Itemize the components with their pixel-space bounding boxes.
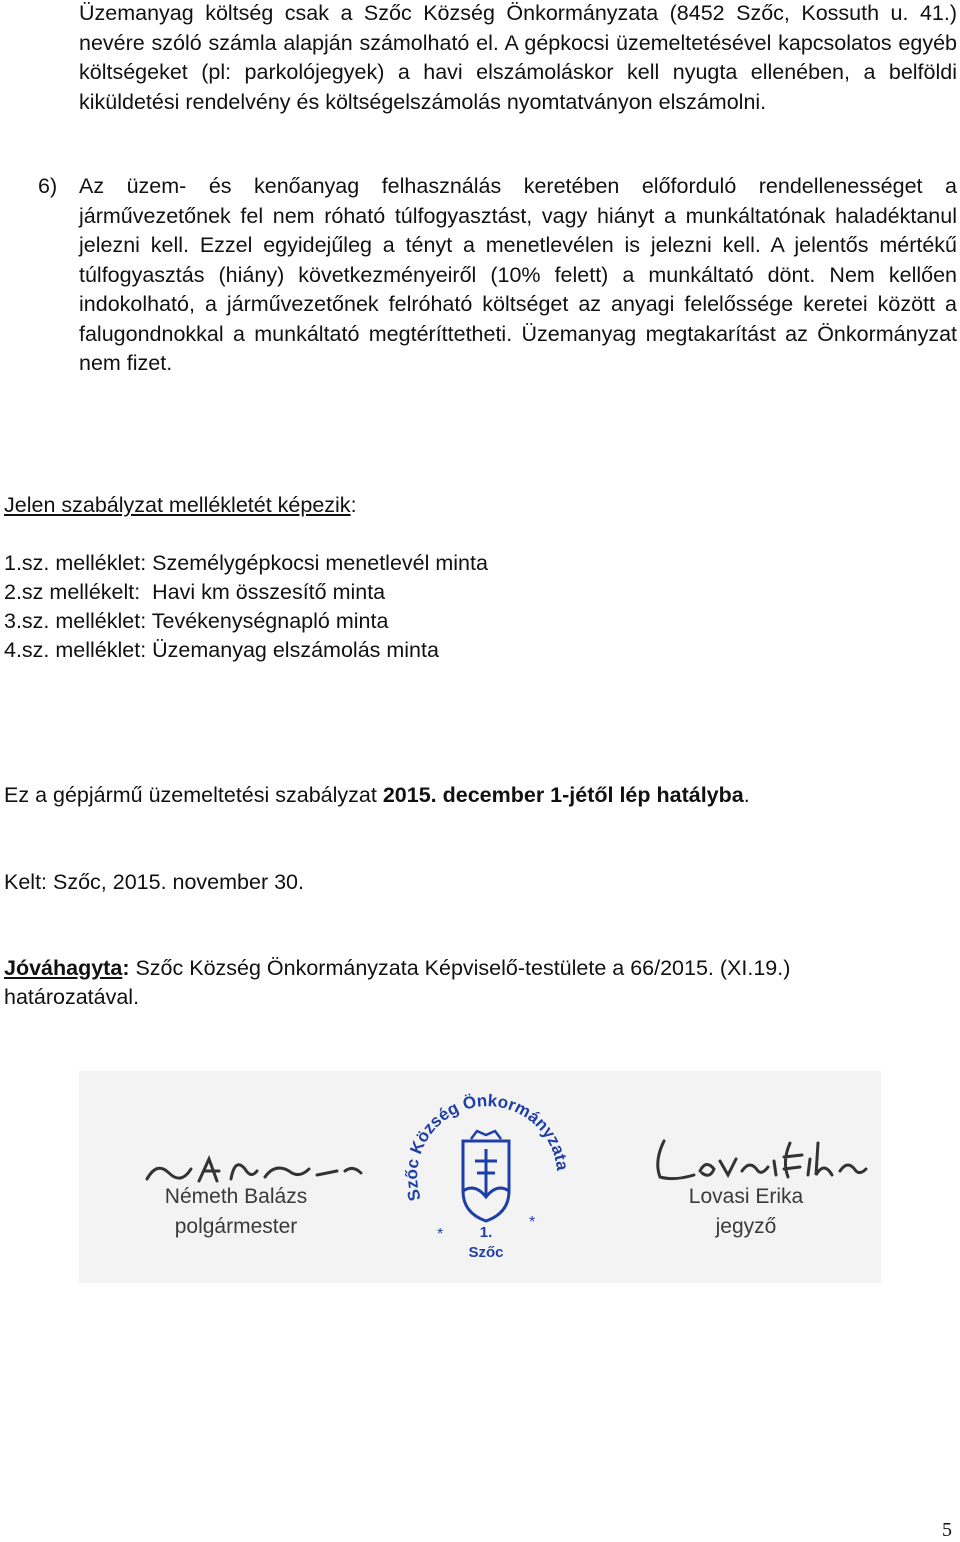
attachment-item: 1.sz. melléklet: Személygépkocsi menetlevél minta bbox=[4, 551, 488, 575]
approval-line bbox=[4, 956, 790, 981]
paragraph-number: 6) bbox=[38, 174, 58, 198]
effective-date-statement bbox=[4, 783, 750, 808]
notary-signature bbox=[634, 1131, 874, 1191]
approved-label: Jóváhagyta bbox=[4, 956, 123, 980]
effective-date: 2015. december 1-jétől lép hatályba bbox=[382, 783, 744, 807]
seal-town: Szőc bbox=[468, 1244, 504, 1261]
attachment-item: 2.sz mellékelt: Havi km összesítő minta bbox=[4, 580, 386, 604]
approval-line-2: határozatával. bbox=[4, 985, 140, 1009]
seal-star-icon: * bbox=[437, 1226, 444, 1243]
mayor-title: polgármester bbox=[174, 1215, 298, 1238]
page-number: 5 bbox=[942, 1519, 952, 1541]
paragraph-6-text: Az üzem- és kenőanyag felhasználás keretében előforduló rendellenességet a járművezetőnek fel nem róható túlfogyasztást, vagy hiányt a munkáltatónak haladéktanul jelezni kell. Ezzel egyidejűleg a tényt a menetlevélen is jelezni kell. A jelentős mértékű túlfogyasztás (hiány) következményeiről (10% felett) a munkáltató dönt. Nem kellően indokolható, a járművezetőnek felróható költséget az anyagi felelőssége keretei között a falugondnokkal a munkáltató megtéríttetheti. Üzemanyag megtakarítást az Önkormányzat nem fizet. bbox=[79, 174, 957, 375]
attachment-item: 3.sz. melléklet: Tevékenységnapló minta bbox=[4, 609, 389, 633]
seal-text: Szőc Község Önkormányzata bbox=[402, 1091, 572, 1203]
attachments-heading-text: Jelen szabályzat mellékletét képezik bbox=[4, 493, 351, 517]
attachments-heading bbox=[4, 493, 357, 518]
municipal-seal bbox=[391, 1079, 581, 1269]
effective-suffix: . bbox=[743, 783, 750, 807]
mayor-name: Németh Balázs bbox=[164, 1185, 308, 1208]
seal-star-icon: * bbox=[529, 1214, 536, 1231]
crown-icon bbox=[471, 1131, 501, 1139]
effective-prefix: Ez a gépjármű üzemeltetési szabályzat bbox=[4, 783, 383, 807]
notary-title: jegyző bbox=[715, 1215, 777, 1238]
paragraph-6 bbox=[38, 172, 957, 379]
dated-line: Kelt: Szőc, 2015. november 30. bbox=[4, 870, 304, 894]
attachments-heading-colon: : bbox=[350, 493, 357, 517]
attachment-item: 4.sz. melléklet: Üzemanyag elszámolás minta bbox=[4, 638, 439, 662]
signature-block bbox=[79, 1071, 881, 1283]
paragraph-5: Üzemanyag költség csak a Szőc Község Önkormányzata (8452 Szőc, Kossuth u. 41.) nevére szóló számla alapján számolható el. A gépkocsi üzemeltetésével kapcsolatos egyéb költségeket (pl: parkolójegyek) a havi elszámoláskor kell nyugta ellenében, a belföldi kiküldetési rendelvény és költségelszámolás nyomtatványon elszámolni. bbox=[79, 1, 957, 114]
approved-text: Szőc Község Önkormányzata Képviselő-testülete a 66/2015. (XI.19.) bbox=[129, 956, 791, 980]
seal-number: 1. bbox=[479, 1224, 493, 1241]
approved-colon: : bbox=[122, 956, 130, 980]
notary-name: Lovasi Erika bbox=[688, 1185, 804, 1208]
